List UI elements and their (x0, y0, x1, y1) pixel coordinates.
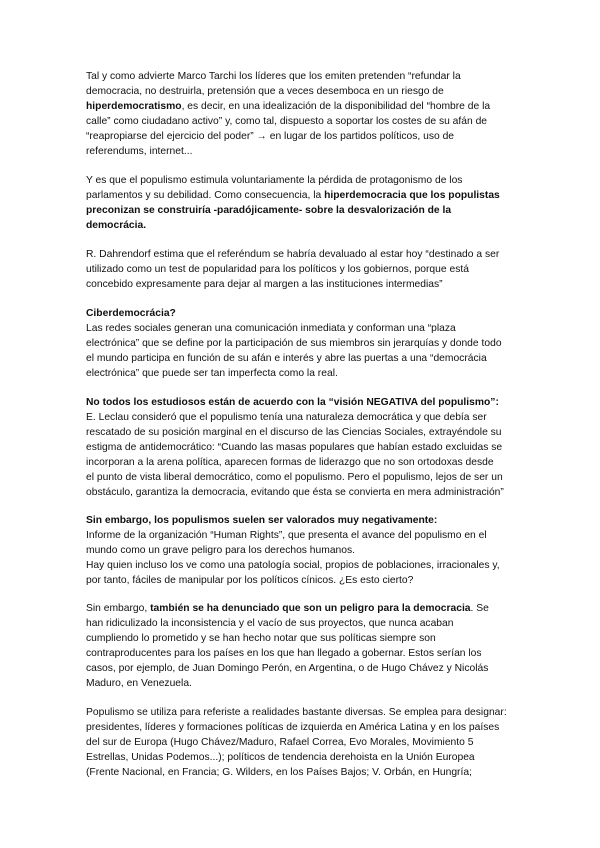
paragraph-negative-view (86, 513, 546, 588)
text-line: del sur de Europa (Hugo Chávez/Maduro, Rafael Correa, Evo Morales, Movimiento 5 (86, 737, 474, 748)
paragraph-parliaments (86, 173, 546, 233)
text-line: presidentes, líderes y formaciones políticas de izquierda en América Latina y en los países (86, 722, 500, 733)
bold-text: Sin embargo, los populismos suelen ser valorados muy negativamente: (86, 515, 438, 526)
text-line: hiperdemocratismo, es decir, en una idealización de la disponibilidad del “hombre de la (86, 101, 491, 112)
paragraph-laclau (86, 395, 546, 500)
bold-text: también se ha denunciado que son un peligro para la democracia (150, 603, 471, 614)
paragraph-danger-democracy (86, 601, 546, 691)
text-line: rescatado de su posición marginal en el discurso de las Ciencias Sociales, extrayéndole su (86, 427, 502, 438)
text-line: el mundo participa en función de su afán e interés y abre las puertas a una “democrácia (86, 353, 487, 364)
paragraph-tarchi (86, 69, 546, 159)
text-line: E. Leclau consideró que el populismo tenía una naturaleza democrática y que debía ser (86, 412, 487, 423)
text-line: Tal y como advierte Marco Tarchi los líderes que los emiten pretenden “refundar la (86, 71, 461, 82)
text-line: parlamentos y su debilidad. Como consecuencia, la hiperdemocracia que los populistas (86, 190, 500, 201)
text-line: obstáculo, garantiza la democracia, evitando que ésta se convierta en mera administración” (86, 487, 504, 498)
bold-text: preconizan se construiría -paradójicamente- sobre la desvalorización de la (86, 205, 452, 216)
bold-text: No todos los estudiosos están de acuerdo con la “visión NEGATIVA del populismo”: (86, 397, 499, 408)
text-line: Las redes sociales generan una comunicación inmediata y conforman una “plaza (86, 323, 456, 334)
text-line: Populismo se utiliza para referiste a realidades bastante diversas. Se emplea para designar: (86, 707, 507, 718)
text-line: Hay quien incluso los ve como una patología social, propios de poblaciones, irracionales y, (86, 560, 500, 571)
text-line (86, 395, 546, 410)
text-line: cumpliendo lo prometido y se han hecho notar que sus políticas siempre son (86, 633, 436, 644)
text-line: (Frente Nacional, en Francia; G. Wilders, en los Países Bajos; V. Orbán, en Hungría; (86, 767, 472, 778)
text-line: concebido expresamente para dejar al margen a las instituciones intermedias” (86, 279, 443, 290)
text-line: casos, por ejemplo, de Juan Domingo Perón, en Argentina, o de Hugo Chávez y Nicolás (86, 663, 489, 674)
text-line: electrónica” que puede ser tan imperfecta como la real. (86, 368, 338, 379)
paragraph-ciberdemocracia (86, 306, 546, 381)
text-line: “reapropiarse del ejercicio del poder” → en lugar de los partidos políticos, uso de (86, 131, 455, 142)
text-line: mundo como un grave peligro para los derechos humanos. (86, 545, 356, 556)
text-line: Sin embargo, también se ha denunciado que son un peligro para la democracia. Se (86, 603, 489, 614)
bold-text: hiperdemocratismo (86, 101, 182, 112)
text-line: el punto de vista liberal democrático, como el populismo. Pero el populismo, lejos de ser un (86, 472, 503, 483)
text-line: incorporan a la arena política, aparecen formas de liderazgo que no son ortodoxas desde (86, 457, 494, 468)
text-line (86, 513, 546, 528)
bold-text: Ciberdemocrácia? (86, 308, 176, 319)
text-line: Estrellas, Unidas Podemos...); políticos de tendencia derehoista en la Unión Europea (86, 752, 475, 763)
text-line: referendums, internet... (86, 146, 193, 157)
paragraph-dahrendorf (86, 247, 546, 292)
text-line: R. Dahrendorf estima que el referéndum se habría devaluado al estar hoy “destinado a ser (86, 249, 500, 260)
text-line: estigma de antidemocrático: “Cuando las masas populares que habían estado excluidas se (86, 442, 503, 453)
text-line: Informe de la organización “Human Rights”, que presenta el avance del populismo en el (86, 530, 487, 541)
text-line: calle” como ciudadano activo” y, como tal, dispuesto a soportar los costes de su afán de (86, 116, 488, 127)
paragraph-populismo-uso (86, 705, 546, 780)
text-line (86, 218, 546, 233)
text-line: electrónica” que se define por la participación de sus miembros sin jerarquías y donde todo (86, 338, 502, 349)
text-line: Maduro, en Venezuela. (86, 678, 192, 689)
bold-text: hiperdemocracia que los populistas (324, 190, 500, 201)
text-line: han ridiculizado la inconsistencia y el vacío de sus proyectos, que nunca acaban (86, 618, 454, 629)
text-line: utilizado como un test de popularidad para los políticos y los gobiernos, porque está (86, 264, 469, 275)
text-line (86, 203, 546, 218)
text-line: por tanto, fáciles de manipular por los políticos cínicos. ¿Es esto cierto? (86, 575, 414, 586)
text-line: contraproducentes para los países en los que han llegado a gobernar. Estos serían los (86, 648, 482, 659)
text-line: Y es que el populismo estimula voluntariamente la pérdida de protagonismo de los (86, 175, 463, 186)
bold-text: democrácia. (86, 220, 147, 231)
text-line (86, 306, 546, 321)
text-line: democracia, no destruirla, pretensión que a veces desemboca en un riesgo de (86, 86, 444, 97)
